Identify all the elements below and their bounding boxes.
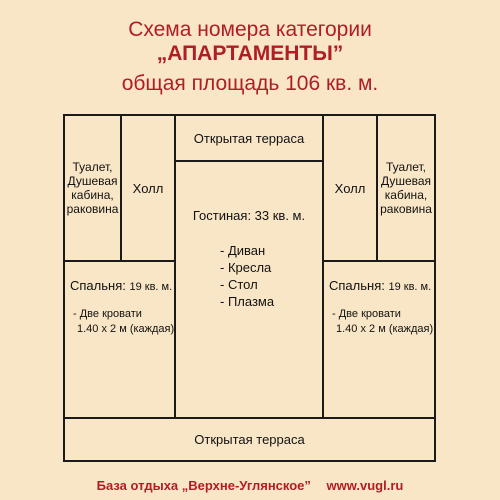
room-toilet-left: Туалет, Душевая кабина, раковина <box>63 114 122 262</box>
bedroom-right-area: 19 кв. м. <box>388 281 432 293</box>
bedroom-right-label: Спальня: <box>329 278 385 293</box>
list-item: - Диван <box>220 243 266 258</box>
room-hall-right: Холл <box>322 114 378 262</box>
plan-total-area: общая площадь 106 кв. м. <box>121 72 379 95</box>
room-terrace-bottom: Открытая терраса <box>63 417 436 462</box>
plan-title-line1: Схема номера категории <box>128 18 372 41</box>
list-item: - Стол <box>220 277 258 292</box>
footer-website-link[interactable]: www.vugl.ru <box>326 478 404 493</box>
list-item: 1.40 х 2 м (каждая) <box>336 323 434 335</box>
list-item: - Плазма <box>220 294 275 309</box>
bedroom-right-title <box>329 278 431 293</box>
bedroom-right-details <box>332 307 433 337</box>
room-hall-left: Холл <box>120 114 176 262</box>
list-item: - Кресла <box>220 260 272 275</box>
room-bedroom-right <box>322 260 436 419</box>
bedroom-left-details <box>73 307 174 337</box>
bedroom-left-label: Спальня: <box>70 278 126 293</box>
room-toilet-right: Туалет, Душевая кабина, раковина <box>376 114 436 262</box>
footer <box>0 478 500 493</box>
living-room-furniture-list <box>220 242 274 310</box>
footer-base-name: База отдыха „Верхне-Углянское” <box>96 478 311 493</box>
room-terrace-top: Открытая терраса <box>174 114 324 162</box>
plan-title-category: „АПАРТАМЕНТЫ” <box>156 42 344 65</box>
living-room-title: Гостиная: 33 кв. м. <box>192 208 306 223</box>
room-bedroom-left <box>63 260 176 419</box>
list-item: - Две кровати <box>332 308 401 320</box>
bedroom-left-title <box>70 278 172 293</box>
room-living <box>174 160 324 419</box>
list-item: 1.40 х 2 м (каждая) <box>77 323 175 335</box>
list-item: - Две кровати <box>73 308 142 320</box>
bedroom-left-area: 19 кв. м. <box>129 281 173 293</box>
